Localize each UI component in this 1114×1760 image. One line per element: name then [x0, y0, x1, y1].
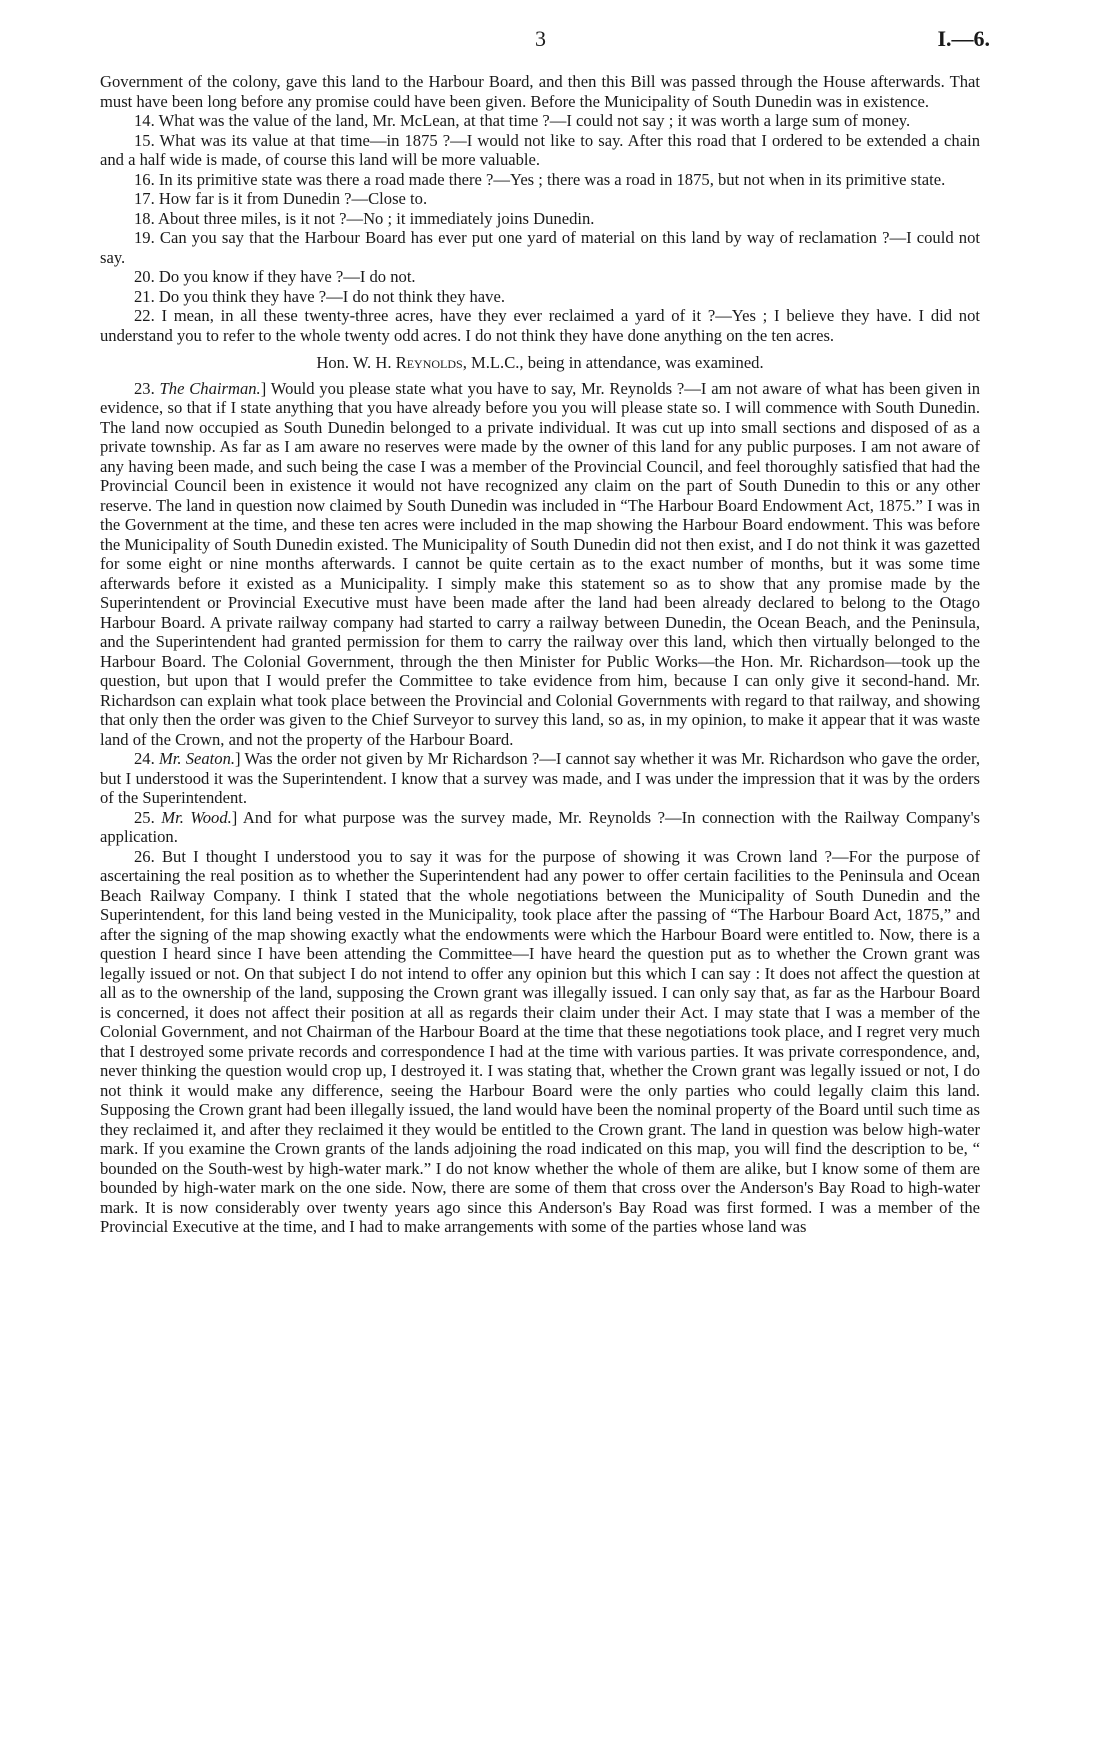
witness-suffix: , M.L.C., being in attendance, was examined.	[462, 353, 764, 372]
witness-heading	[100, 353, 980, 373]
question-14: 14. What was the value of the land, Mr. McLean, at that time ?—I could not say ; it was worth a large sum of money.	[134, 111, 911, 130]
question-text: ] Would you please state what you have to say, Mr. Reynolds ?—I am not aware of what has been given in evidence, so that if I state anything that you have already before you you will please state so. I will commence with South Dunedin. The land now occupied as South Dunedin belonged to a private individual. It was cut up into small sections and disposed of as a private township. As far as I am aware no reserves were made by the owner of this land for any public purposes. I am not aware of any having been made, and such being the case I was a member of the Provincial Council, and feel thoroughly satisfied that had the Provincial Council been in existence it would not have recognized any claim on the part of South Dunedin to this or any other reserve. The land in question now claimed by South Dunedin was included in “The Harbour Board Endowment Act, 1875.” I was in the Government at the time, and these ten acres were included in the map showing the Harbour Board endowment. This was before the Municipality of South Dunedin existed. The Municipality of South Dunedin did not then exist, and I do not think it was gazetted for some eight or nine months afterwards. I cannot be quite certain as to the exact number of months, but it was some time afterwards before it existed as a Municipality. I simply make this statement so as to show that any promise made by the Superintendent or Provincial Executive must have been made after the land had been already declared to belong to the Otago Harbour Board. A private railway company had started to carry a railway between Dunedin, the Ocean Beach, and the Peninsula, and the Superintendent had granted permission for them to carry the railway over this land, which then virtually belonged to the Harbour Board. The Colonial Government, through the then Minister for Public Works—the Hon. Mr. Richardson—took up the question, but upon that I would prefer the Committee to take evidence from him, because I can only give it second-hand. Mr. Richardson can explain what took place between the Provincial and Colonial Governments with regard to that railway, and showing that only then the order was given to the Chief Surveyor to survey this land, so as, in my opinion, to make it appear that it was waste land of the Crown, and not the property of the Harbour Board.	[100, 378, 980, 749]
document-reference: I.—6.	[937, 26, 990, 51]
witness-prefix: Hon. W. H.	[316, 353, 396, 372]
witness-name: Reynolds	[395, 353, 463, 372]
question-15: 15. What was its value at that time—in 1875 ?—I would not like to say. After this road that I ordered to be extended a chain and a half wide is made, of course this land will be more valuable.	[100, 130, 980, 169]
question-17: 17. How far is it from Dunedin ?—Close to.	[134, 189, 428, 208]
question-19: 19. Can you say that the Harbour Board has ever put one yard of material on this land by way of reclamation ?—I could not say.	[100, 228, 980, 267]
paragraph-continuation: Government of the colony, gave this land to the Harbour Board, and then this Bill was passed through the House afterwards. That must have been long before any promise could have been given. Before the Municipality of South Dunedin was in existence.	[100, 72, 980, 111]
question-22: 22. I mean, in all these twenty-three acres, have they ever reclaimed a yard of it ?—Yes ; I believe they have. I did not understand you to refer to the whole twenty odd acres. I do not think they have done anything on the ten acres.	[100, 306, 980, 345]
question-26: 26. But I thought I understood you to say it was for the purpose of showing it was Crown land ?—For the purpose of ascertaining the real position as to whether the Superintendent had any power to offer certain facilities to the Peninsula and Ocean Beach Railway Company. I think I stated that the whole negotiations between the Municipality of South Dunedin and the Superintendent, for this land being vested in the Municipality, took place after the passing of “The Harbour Board Act, 1875,” and after the signing of the map showing exactly what the endowments were which the Harbour Board were entitled to. Now, there is a question I heard since I have been attending the Committee—I have heard the question put as to whether the Crown grant was legally issued or not. On that subject I do not intend to offer any opinion but this which I can say : It does not affect the question at all as to the ownership of the land, supposing the Crown grant was illegally issued. I can only say that, as far as the Harbour Board is concerned, it does not affect their position at all as regards their claim under their Act. I may state that I was a member of the Colonial Government, and not Chairman of the Harbour Board at the time that these negotiations took place, and I regret very much that I destroyed some private records and correspondence I had at the time with various parties. It was private correspondence, and, never thinking the question would crop up, I destroyed it. I was stating that, whether the Crown grant was legally issued or not, I do not think it would make any difference, seeing the Harbour Board were the only parties who could legally claim this land. Supposing the Crown grant had been illegally issued, the land would have been the nominal property of the Board until such time as they reclaimed it, and after they reclaimed it they would be entitled to the Crown grant. The land in question was below high-water mark. If you examine the Crown grants of the lands adjoining the road indicated on this map, you will find the description to be, “ bounded on the South-west by high-water mark.” I do not know whether the whole of them are alike, but I know some of them are bounded by high-water mark on the one side. Now, there are some of them that cross over the Anderson's Bay Road to high-water mark. It is now considerably over twenty years ago since this Anderson's Bay Road was first formed. I was a member of the Provincial Executive at the time, and I had to make arrangements with some of the parties whose land was	[100, 846, 980, 1236]
question-16: 16. In its primitive state was there a road made there ?—Yes ; there was a road in 1875, but not when in its primitive state.	[134, 169, 946, 189]
question-number: 24.	[134, 749, 159, 768]
body-text	[100, 72, 980, 1237]
question-21: 21. Do you think they have ?—I do not think they have.	[134, 286, 505, 306]
question-18: 18. About three miles, is it not ?—No ; it immediately joins Dunedin.	[134, 208, 595, 228]
question-23	[100, 379, 980, 750]
question-text: ] And for what purpose was the survey made, Mr. Reynolds ?—In connection with the Railway Company's application.	[100, 807, 981, 846]
question-number: 23.	[134, 378, 160, 398]
question-24	[100, 749, 980, 808]
page-number: 3	[535, 26, 546, 51]
speaker: The Chairman.	[159, 378, 261, 398]
speaker: Mr. Seaton.	[158, 749, 236, 768]
question-20: 20. Do you know if they have ?—I do not.	[134, 267, 416, 286]
speaker: Mr. Wood.	[161, 807, 232, 827]
question-number: 25.	[134, 807, 162, 827]
question-25	[100, 808, 980, 847]
question-text: ] Was the order not given by Mr Richardson ?—I cannot say whether it was Mr. Richardson who gave the order, but I understood it was the Superintendent. I know that a survey was made, and I was under the impression that it was by the orders of the Superintendent.	[100, 749, 980, 807]
